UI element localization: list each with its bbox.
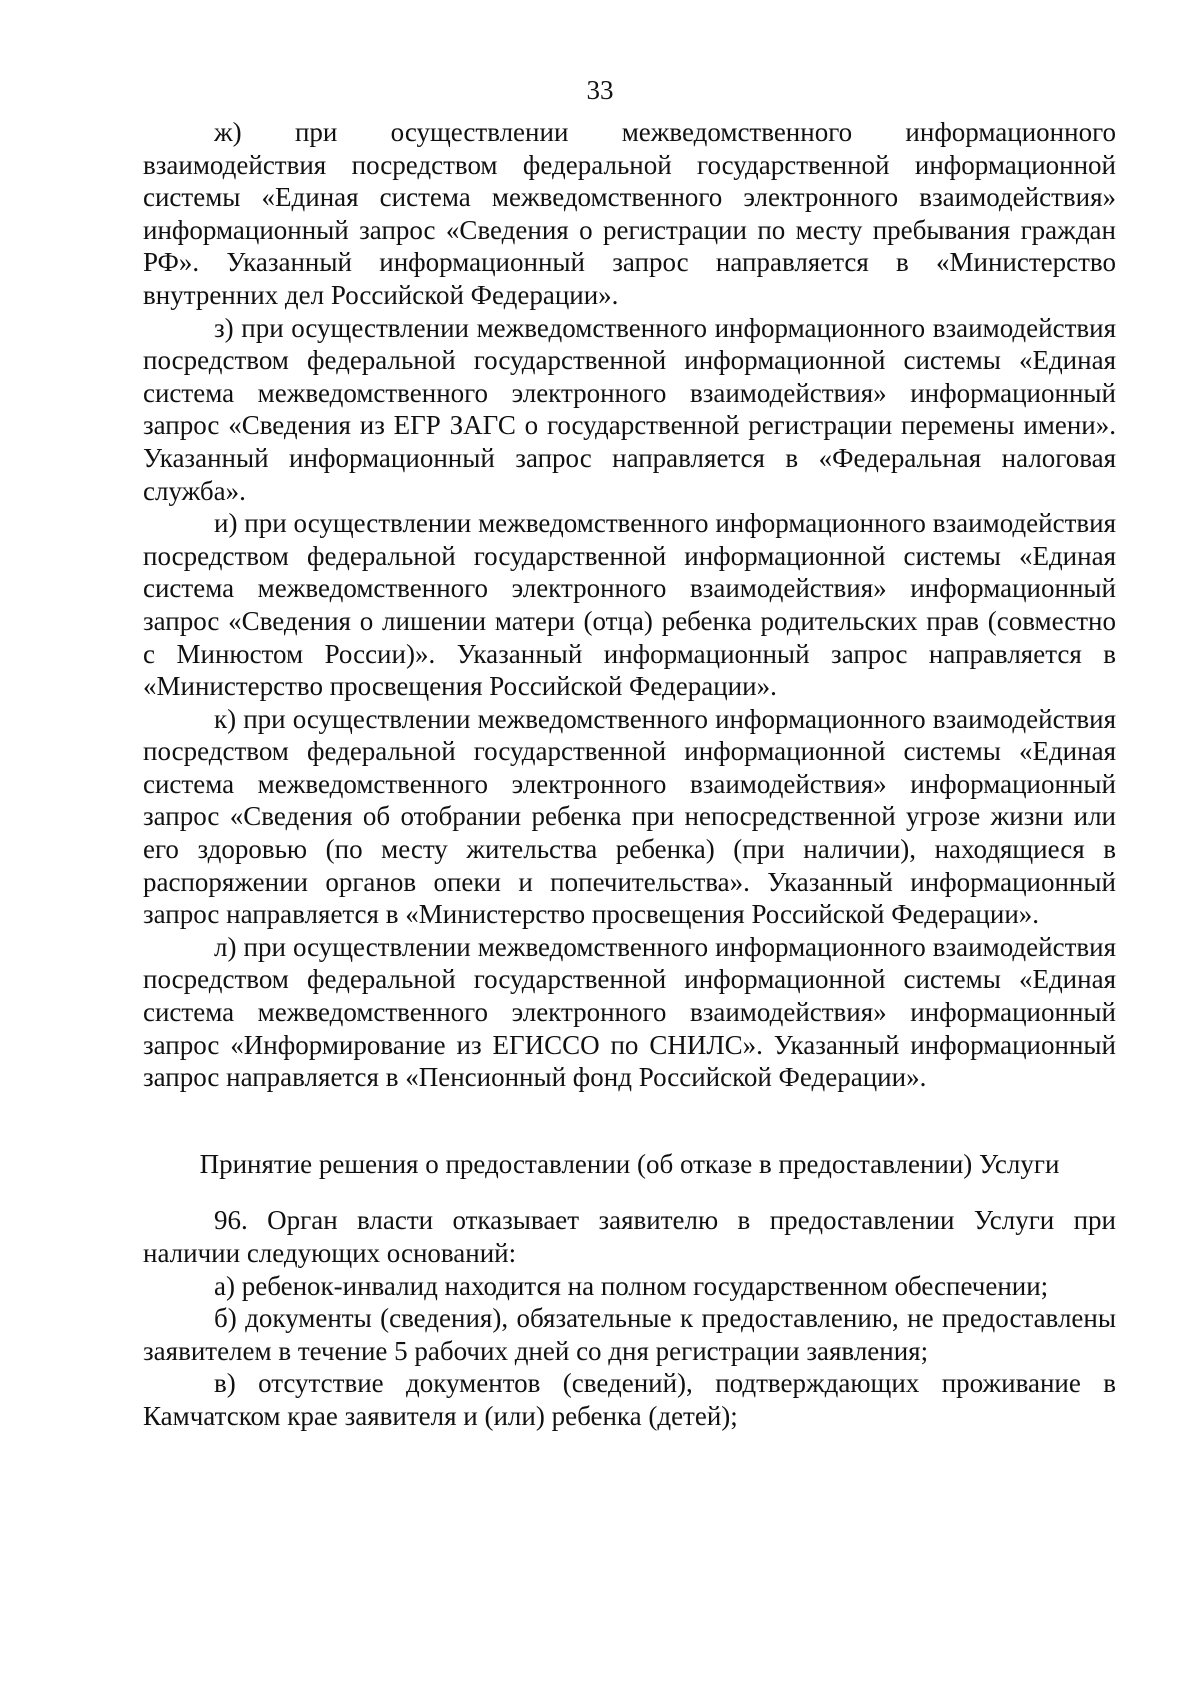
paragraph-96: 96. Орган власти отказывает заявителю в предоставлении Услуги при наличии следующих оснований: [143,1205,1116,1268]
paragraph-b: б) документы (сведения), обязательные к предоставлению, не предоставлены заявителем в течение 5 рабочих дней со дня регистрации заявления; [143,1303,1116,1366]
paragraph-k: к) при осуществлении межведомственного информационного взаимодействия посредством федеральной государственной информационной системы «Единая система межведомственного электронного взаимодействия» информационный запрос «Сведения об отобрании ребенка при непосредственной угрозе жизни или его здоровью (по месту жительства ребенка) (при наличии), находящиеся в распоряжении органов опеки и попечительства». Указанный информационный запрос направляется в «Министерство просвещения Российской Федерации». [143,703,1116,930]
document-body [143,116,1116,1433]
paragraph-i: и) при осуществлении межведомственного информационного взаимодействия посредством федеральной государственной информационной системы «Единая система межведомственного электронного взаимодействия» информационный запрос «Сведения о лишении матери (отца) ребенка родительских прав (совместно с Минюстом России)». Указанный информационный запрос направляется в «Министерство просвещения Российской Федерации». [143,508,1116,702]
paragraph-zh: ж) при осуществлении межведомственного информационного взаимодействия посредством федеральной государственной информационной системы «Единая система межведомственного электронного взаимодействия» информационный запрос «Сведения о регистрации по месту пребывания граждан РФ». Указанный информационный запрос направляется в «Министерство внутренних дел Российской Федерации». [143,117,1116,310]
section-heading: Принятие решения о предоставлении (об отказе в предоставлении) Услуги [199,1148,1060,1179]
page-number: 33 [586,75,614,105]
paragraph-z: з) при осуществлении межведомственного информационного взаимодействия посредством федеральной государственной информационной системы «Единая система межведомственного электронного взаимодействия» информационный запрос «Сведения из ЕГР ЗАГС о государственной регистрации перемены имени». Указанный информационный запрос направляется в «Федеральная налоговая служба». [143,312,1116,506]
paragraph-v: в) отсутствие документов (сведений), подтверждающих проживание в Камчатском крае заявителя и (или) ребенка (детей); [143,1368,1116,1431]
paragraph-l: л) при осуществлении межведомственного информационного взаимодействия посредством федеральной государственной информационной системы «Единая система межведомственного электронного взаимодействия» информационный запрос «Информирование из ЕГИССО по СНИЛС». Указанный информационный запрос направляется в «Пенсионный фонд Российской Федерации». [143,931,1116,1093]
paragraph-a: а) ребенок-инвалид находится на полном государственном обеспечении; [214,1270,1049,1301]
